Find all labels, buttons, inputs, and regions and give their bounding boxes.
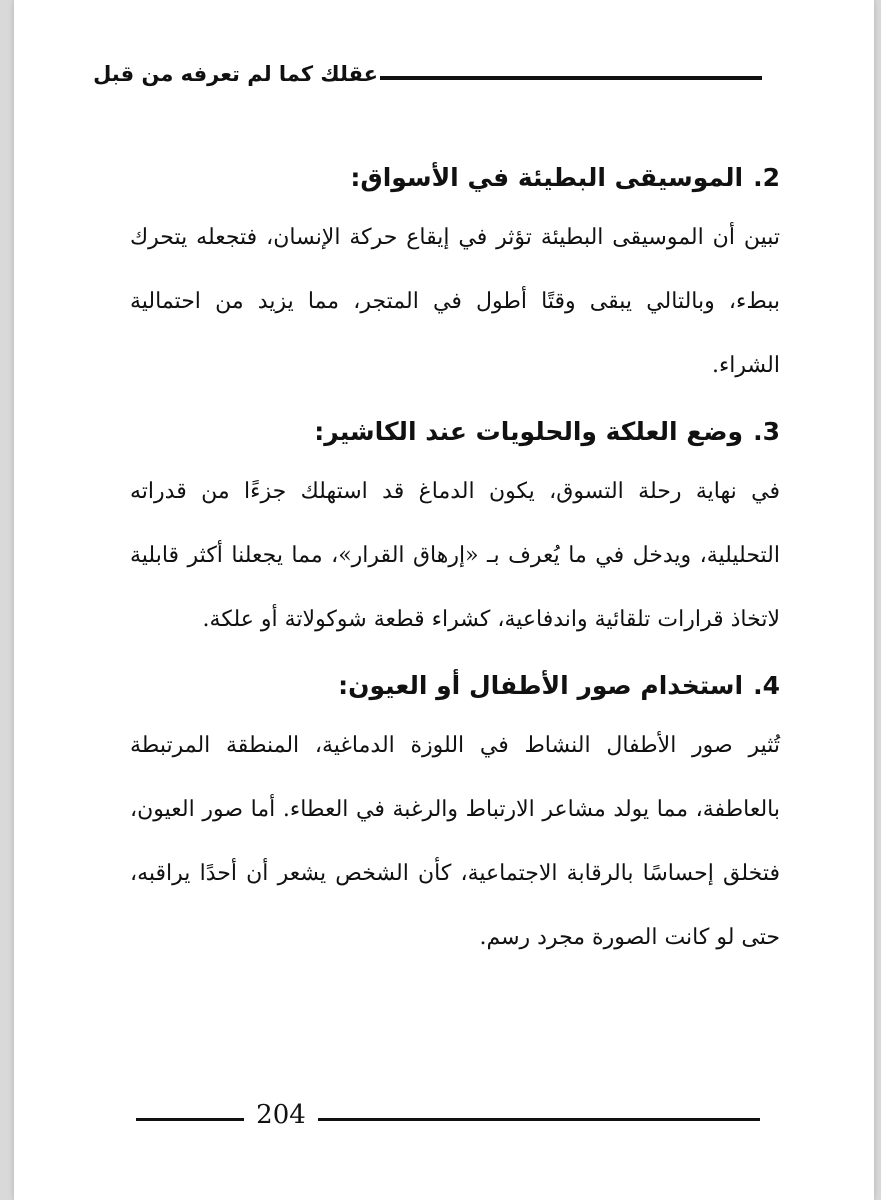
section-title: الموسيقى البطيئة في الأسواق: <box>350 163 744 192</box>
footer-rule-right <box>318 1118 760 1121</box>
page-body <box>130 150 780 976</box>
section-number: 4. <box>753 671 780 700</box>
section-heading <box>130 404 780 460</box>
paragraph: تبين أن الموسيقى البطيئة تؤثر في إيقاع حركة الإنسان، فتجعله يتحرك ببطء، وبالتالي يبقى وقتًا أطول في المتجر، مما يزيد من احتمالية الشراء. <box>130 225 780 378</box>
section-number: 2. <box>753 163 780 192</box>
paragraph: في نهاية رحلة التسوق، يكون الدماغ قد استهلك جزءًا من قدراته التحليلية، ويدخل في ما يُعرف بـ «إرهاق القرار»، مما يجعلنا أكثر قابلية لاتخاذ قرارات تلقائية واندفاعية، كشراء قطعة شوكولاتة أو علكة. <box>130 479 780 632</box>
book-page <box>14 0 874 1200</box>
page-footer <box>122 1100 762 1140</box>
page-number: 204 <box>256 1100 306 1130</box>
running-header <box>93 62 762 102</box>
section-number: 3. <box>753 417 780 446</box>
header-rule <box>380 76 762 80</box>
book-title: عقلك كما لم تعرفه من قبل <box>93 62 378 86</box>
section-title: وضع العلكة والحلويات عند الكاشير: <box>314 417 744 446</box>
section-checkout-candy <box>130 404 780 652</box>
section-slow-music <box>130 150 780 398</box>
paragraph: تُثير صور الأطفال النشاط في اللوزة الدماغية، المنطقة المرتبطة بالعاطفة، مما يولد مشاعر الارتباط والرغبة في العطاء. أما صور العيون، فتخلق إحساسًا بالرقابة الاجتماعية، كأن الشخص يشعر أن أحدًا يراقبه، حتى لو كانت الصورة مجرد رسم. <box>130 733 780 950</box>
footer-rule-left <box>136 1118 244 1121</box>
section-title: استخدام صور الأطفال أو العيون: <box>338 671 744 700</box>
section-heading <box>130 150 780 206</box>
section-heading <box>130 658 780 714</box>
section-children-eyes-images <box>130 658 780 970</box>
